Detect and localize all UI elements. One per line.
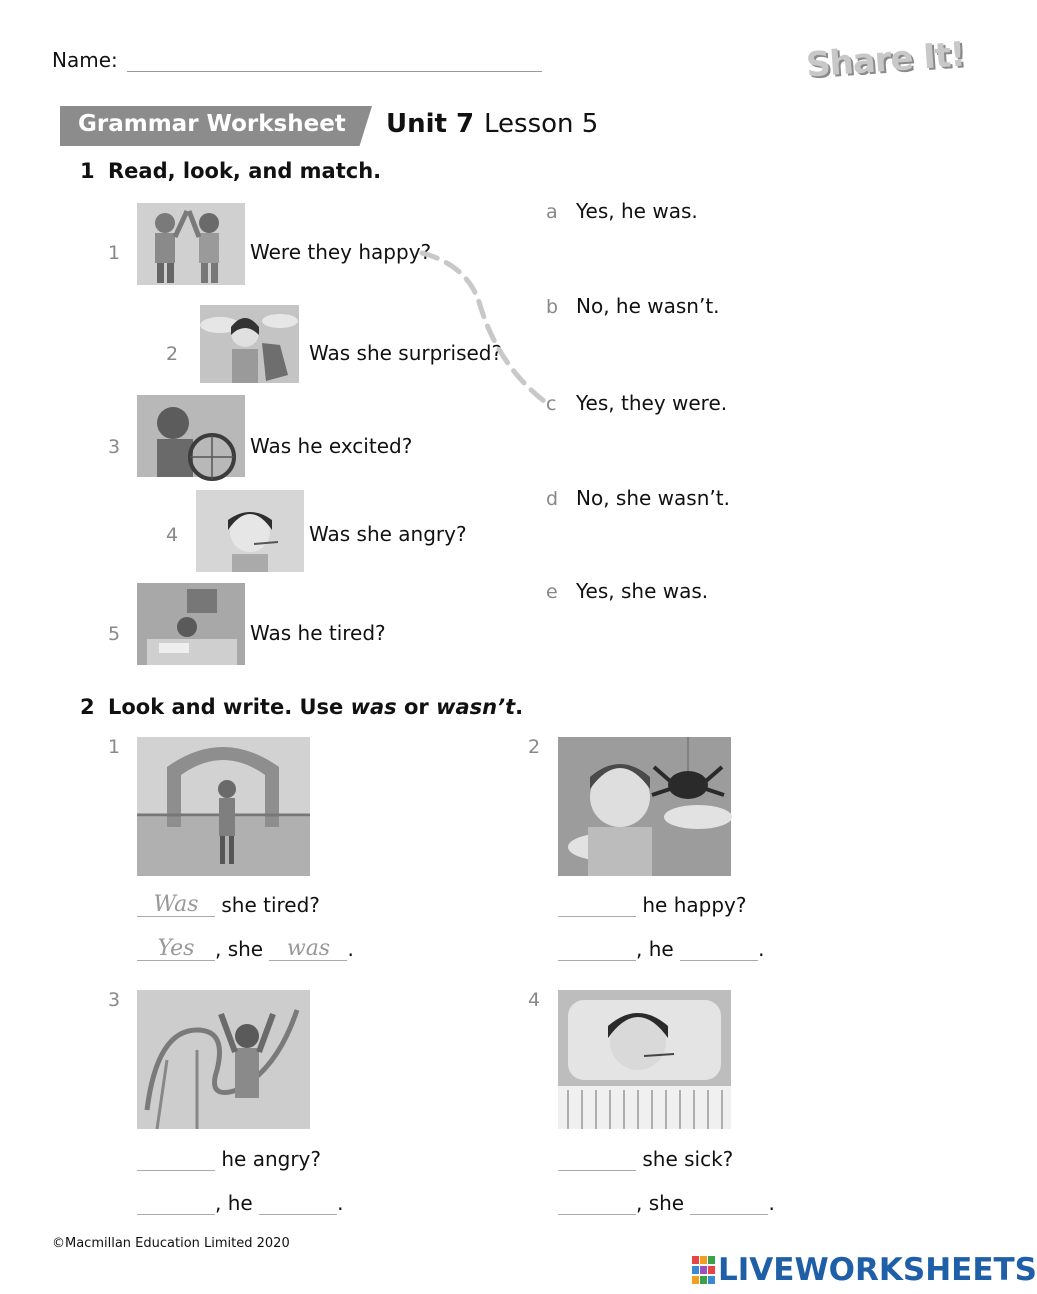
boys-high-five-image [137,203,245,285]
answer-line: , he . [558,937,764,961]
answer-line: Yes , she was . [137,937,354,961]
girl-sick-bed-image [558,990,731,1129]
name-label: Name: [52,48,118,72]
question-line: she sick? [558,1147,733,1171]
boy-bike-image [137,395,245,477]
liveworksheets-icon [692,1256,716,1284]
answer-text: No, he wasn’t. [576,294,720,318]
answer-text: Yes, she was. [576,579,709,603]
question-number: 2 [166,343,179,365]
answer-blank[interactable] [137,1192,215,1215]
item-number: 2 [528,736,541,758]
answer-letter: b [546,296,559,318]
name-field[interactable] [127,71,542,72]
question-text: Was she angry? [309,522,467,546]
answer-blank[interactable]: was [269,938,347,961]
answer-text: Yes, they were. [576,391,728,415]
question-text: Was she surprised? [309,341,503,365]
answer-line: , she . [558,1191,775,1215]
girl-kite-image [200,305,299,383]
girl-thermometer-image [196,490,304,572]
answer-blank[interactable] [558,894,636,917]
answer-blank[interactable] [680,938,758,961]
liveworksheets-brand[interactable]: LIVEWORKSHEETS [718,1252,1037,1288]
question-text: Was he tired? [250,621,386,645]
answer-text: No, she wasn’t. [576,486,730,510]
question-text: Was he excited? [250,434,413,458]
section-2-number: 2 [80,695,95,719]
unit-title: Unit 7 [386,109,475,139]
girl-finish-line-image [137,737,310,876]
answer-blank[interactable] [558,1192,636,1215]
question-number: 3 [108,436,121,458]
answer-blank[interactable]: Was [137,894,215,917]
answer-blank[interactable]: Yes [137,938,215,961]
item-number: 3 [108,989,121,1011]
question-line: he angry? [137,1147,321,1171]
item-number: 4 [528,989,541,1011]
answer-line: , he . [137,1191,343,1215]
question-number: 5 [108,623,121,645]
question-line: Was she tired? [137,893,320,917]
section-1-title: Read, look, and match. [108,159,382,183]
answer-letter: d [546,488,559,510]
answer-blank[interactable] [259,1192,337,1215]
answer-blank[interactable] [558,938,636,961]
question-number: 4 [166,524,179,546]
answer-letter: c [546,393,557,415]
boy-homework-image [137,583,245,665]
question-number: 1 [108,242,121,264]
share-it-logo: Share It! [804,34,966,86]
answer-blank[interactable] [690,1192,768,1215]
boy-spider-image [558,737,731,876]
item-number: 1 [108,736,121,758]
banner-title: Grammar Worksheet [78,111,346,137]
answer-blank[interactable] [558,1148,636,1171]
answer-letter: e [546,581,558,603]
answer-letter: a [546,201,558,223]
answer-text: Yes, he was. [576,199,698,223]
answer-blank[interactable] [137,1148,215,1171]
boy-rollercoaster-image [137,990,310,1129]
section-2-title: Look and write. Use was or wasn’t. [108,695,524,719]
copyright: ©Macmillan Education Limited 2020 [52,1236,290,1251]
lesson-title: Lesson 5 [484,109,599,139]
question-text: Were they happy? [250,240,432,264]
example-match-line [418,245,548,405]
question-line: he happy? [558,893,746,917]
section-1-number: 1 [80,159,95,183]
